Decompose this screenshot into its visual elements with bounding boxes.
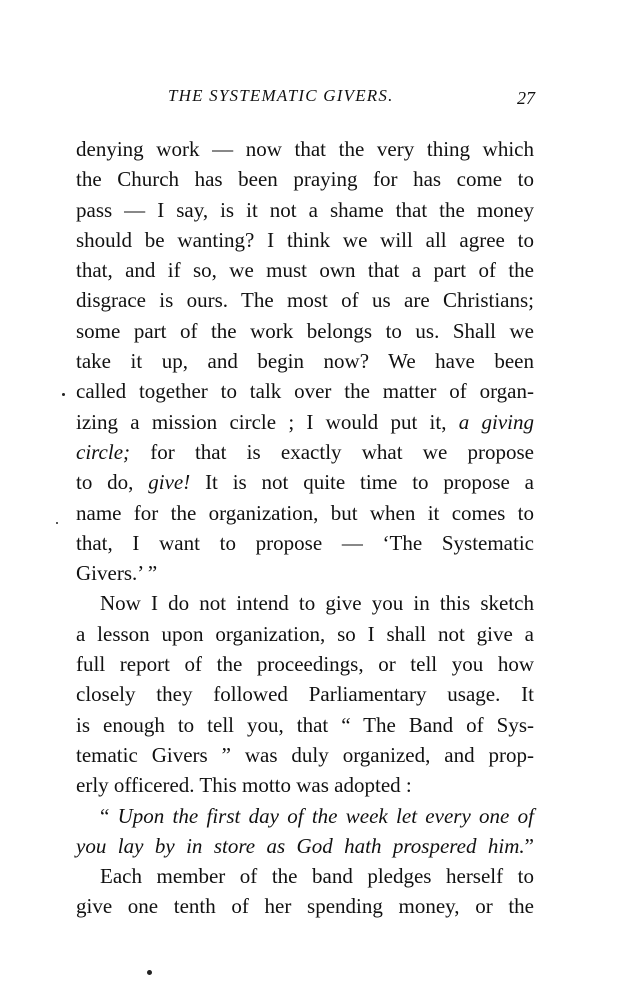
text-run: that, I want to propose — ‘The Systematic bbox=[76, 530, 534, 555]
text-line bbox=[76, 225, 534, 255]
text-run: It is not quite time to propose a bbox=[190, 470, 534, 495]
italic-text: give! bbox=[148, 470, 191, 495]
text-line bbox=[76, 134, 534, 164]
text-line bbox=[76, 619, 534, 649]
text-run: take it up, and begin now? We have been bbox=[76, 349, 534, 374]
text-line bbox=[76, 679, 534, 709]
text-run: called together to talk over the matter of organ- bbox=[76, 379, 534, 404]
text-run: full report of the proceedings, or tell you how bbox=[76, 652, 534, 677]
text-line bbox=[76, 437, 534, 467]
text-line bbox=[76, 861, 534, 891]
text-run: Now I do not intend to give you in this sketch bbox=[100, 591, 534, 616]
text-run: denying work — now that the very thing which bbox=[76, 137, 534, 161]
running-title: THE SYSTEMATIC GIVERS. bbox=[168, 86, 394, 105]
text-line bbox=[76, 285, 534, 315]
text-run: is enough to tell you, that “ The Band of Sys- bbox=[76, 712, 534, 737]
text-line bbox=[76, 346, 534, 376]
italic-text: circle; bbox=[76, 439, 131, 464]
text-line bbox=[76, 498, 534, 528]
text-run: pass — I say, is it not a shame that the money bbox=[76, 197, 534, 222]
text-run: Givers.’ ” bbox=[76, 561, 158, 586]
text-run: erly officered. This motto was adopted : bbox=[76, 773, 412, 798]
text-line bbox=[76, 801, 534, 831]
text-run: disgrace is ours. The most of us are Christians; bbox=[76, 288, 534, 313]
text-run: the Church has been praying for has come to bbox=[76, 167, 534, 192]
text-line bbox=[76, 558, 534, 588]
text-line bbox=[76, 740, 534, 770]
text-run: “ bbox=[100, 803, 118, 828]
text-line bbox=[76, 407, 534, 437]
text-line bbox=[76, 255, 534, 285]
text-line bbox=[76, 891, 534, 921]
text-run: ” bbox=[524, 833, 534, 858]
ink-speck bbox=[147, 970, 152, 975]
italic-text: a giving bbox=[458, 409, 534, 434]
text-line bbox=[76, 649, 534, 679]
text-run: Each member of the band pledges herself to bbox=[100, 864, 534, 889]
text-line bbox=[76, 588, 534, 618]
italic-text: Upon the first day of the week let every one of bbox=[117, 803, 534, 828]
text-line bbox=[76, 316, 534, 346]
text-line bbox=[76, 164, 534, 194]
page-header bbox=[0, 86, 617, 110]
text-run: tematic Givers ” was duly organized, and prop- bbox=[76, 742, 534, 767]
text-run: that, and if so, we must own that a part of the bbox=[76, 258, 534, 283]
text-line bbox=[76, 710, 534, 740]
text-run: izing a mission circle ; I would put it, bbox=[76, 409, 459, 434]
text-line bbox=[76, 770, 534, 800]
text-line bbox=[76, 528, 534, 558]
text-run: give one tenth of her spending money, or the bbox=[76, 894, 534, 919]
text-line bbox=[76, 831, 534, 861]
text-line bbox=[76, 467, 534, 497]
page-number: 27 bbox=[517, 88, 535, 108]
text-run: for that is exactly what we propose bbox=[130, 439, 534, 464]
text-run: to do, bbox=[76, 470, 149, 495]
text-run: some part of the work belongs to us. Shall we bbox=[76, 318, 534, 343]
body-text bbox=[76, 134, 534, 922]
ink-speck bbox=[56, 522, 58, 524]
text-line bbox=[76, 195, 534, 225]
italic-text: you lay by in store as God hath prospered him. bbox=[76, 833, 525, 858]
text-run: should be wanting? I think we will all agree to bbox=[76, 227, 534, 252]
text-run: closely they followed Parliamentary usage. It bbox=[76, 682, 534, 707]
ink-speck bbox=[62, 393, 65, 396]
text-run: name for the organization, but when it comes to bbox=[76, 500, 534, 525]
text-run: a lesson upon organization, so I shall not give a bbox=[76, 621, 534, 646]
text-line bbox=[76, 376, 534, 406]
